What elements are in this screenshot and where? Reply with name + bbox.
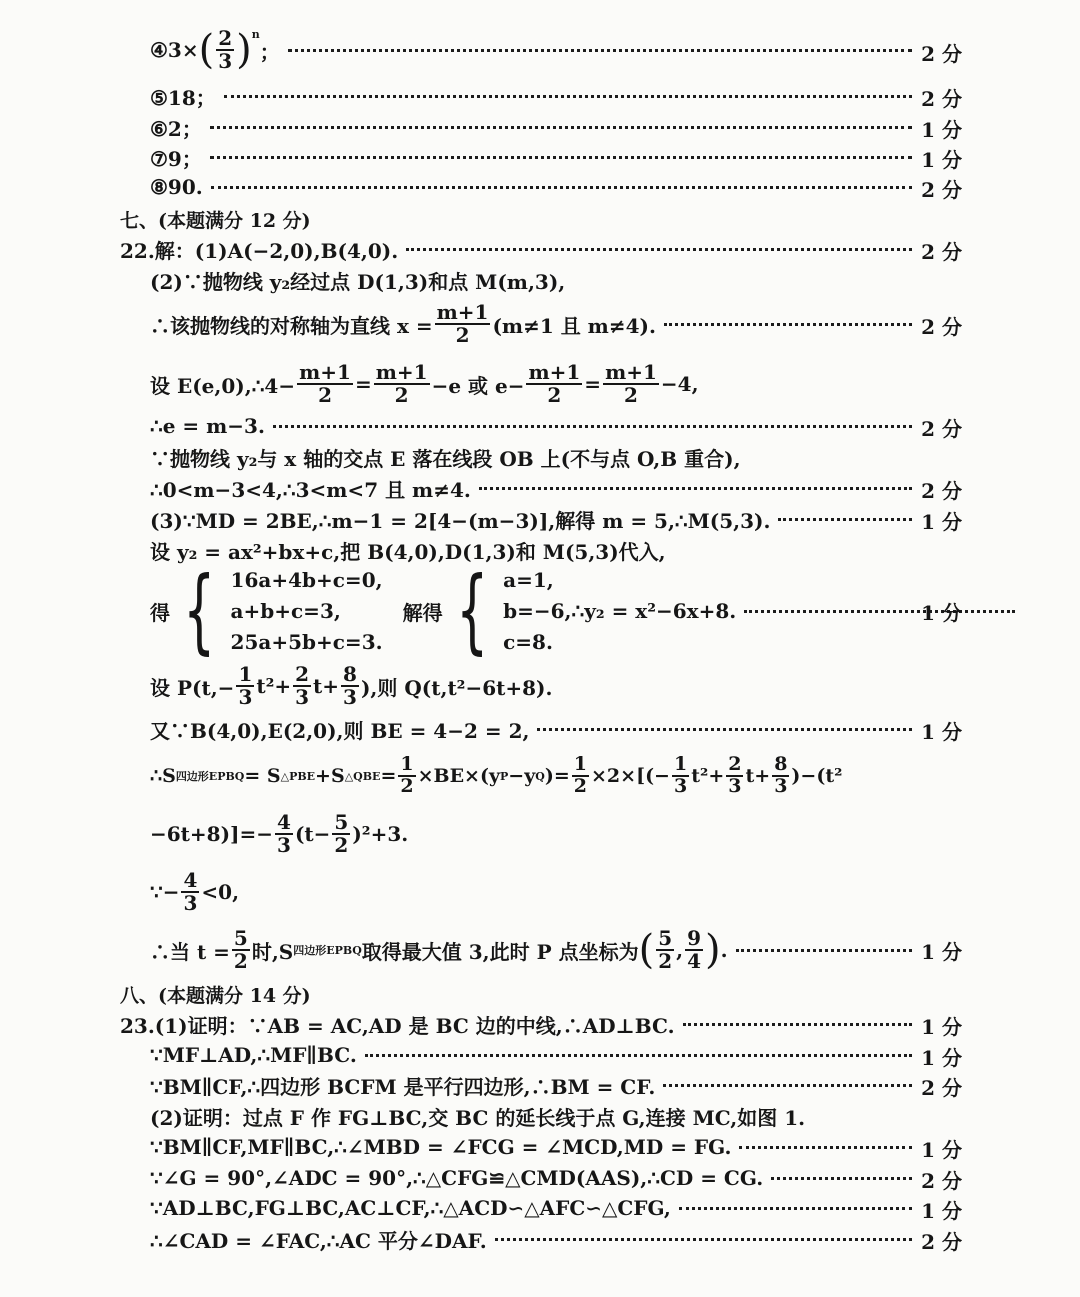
item-text: ),则 Q(t,t²−6t+8). <box>360 675 553 700</box>
dot-leader <box>739 1146 912 1149</box>
score: 2 分 <box>921 42 962 66</box>
fraction <box>216 28 234 72</box>
item-text: )²+3. <box>352 822 409 846</box>
item-text: . <box>720 938 728 962</box>
equation: a+b+c=3, <box>230 598 341 623</box>
denominator: 3 <box>295 685 310 709</box>
solution-line <box>150 1225 920 1253</box>
dot-leader <box>210 156 912 159</box>
item-text: ∴0<m−3<4,∴3<m<7 且 m≠4. <box>150 477 471 502</box>
item-text: ∵− <box>150 880 180 904</box>
solution-line <box>150 1133 920 1161</box>
dot-leader <box>211 186 912 189</box>
left-paren: ( <box>198 27 215 73</box>
item-text: ⑤18； <box>150 85 216 110</box>
numerator: 9 <box>687 926 702 950</box>
numerator: 5 <box>233 926 248 950</box>
score: 1 分 <box>921 510 962 534</box>
item-text: 23.(1)证明：∵AB = AC,AD 是 BC 边的中线,∴AD⊥BC. <box>120 1013 675 1038</box>
answer-item-5 <box>150 82 920 110</box>
denominator: 3 <box>673 775 688 797</box>
fraction <box>275 812 293 856</box>
fraction <box>656 928 674 972</box>
numerator: m+1 <box>605 360 657 384</box>
subscript: Q <box>535 769 545 783</box>
dot-leader <box>224 95 912 98</box>
section-heading-7: 七、(本题满分 12 分) <box>120 209 311 232</box>
numerator: 2 <box>295 662 310 686</box>
solution-line <box>150 412 920 440</box>
numerator: 1 <box>238 662 253 686</box>
answer-item-7 <box>150 143 920 171</box>
score: 2 分 <box>921 1076 962 1100</box>
item-text: ∴S <box>150 765 176 787</box>
fraction <box>398 755 415 797</box>
item-text: = <box>584 372 602 396</box>
item-text: 设 P(t,− <box>150 675 235 700</box>
numerator: 1 <box>400 753 414 776</box>
equation: c=8. <box>503 629 553 654</box>
score: 1 分 <box>921 940 962 964</box>
denominator: 2 <box>624 383 638 407</box>
answer-item-6 <box>150 113 920 141</box>
section-heading-8: 八、(本题满分 14 分) <box>120 984 311 1007</box>
exponent: n <box>251 28 260 41</box>
solution-line <box>120 235 920 263</box>
denominator: 3 <box>728 775 742 797</box>
item-text: 取得最大值 3,此时 P 点坐标为 <box>361 939 639 964</box>
solution-line <box>150 298 920 350</box>
item-text: ∴∠CAD = ∠FAC,∴AC 平分∠DAF. <box>150 1228 487 1253</box>
denominator: 4 <box>687 949 702 973</box>
solution-line <box>150 1071 920 1099</box>
solution-line <box>150 808 408 860</box>
denominator: 2 <box>318 383 332 407</box>
score: 1 分 <box>921 1138 962 1162</box>
numerator: 1 <box>673 753 688 776</box>
denominator: 2 <box>455 323 470 347</box>
dot-leader <box>479 487 912 490</box>
score: 1 分 <box>921 148 962 172</box>
dot-leader <box>664 323 912 326</box>
score: 2 分 <box>921 1169 962 1193</box>
denominator: 2 <box>573 775 588 797</box>
score: 1 分 <box>921 601 962 625</box>
solution-line <box>150 866 239 918</box>
item-text: ∵BM∥CF,MF∥BC,∴∠MBD = ∠FCG = ∠MCD,MD = FG. <box>150 1135 732 1159</box>
dot-leader <box>663 1084 912 1087</box>
item-text: 又∵B(4,0),E(2,0),则 BE = 4−2 = 2, <box>150 718 530 743</box>
right-paren: ) <box>705 927 721 973</box>
subscript: △QBE <box>344 769 381 783</box>
dot-leader <box>771 1177 912 1180</box>
fraction <box>293 664 311 708</box>
score: 2 分 <box>921 178 962 202</box>
item-text: ×BE×(y <box>417 765 501 787</box>
item-text: 得 <box>150 600 170 625</box>
solution-line <box>150 474 920 502</box>
dot-leader <box>210 126 912 129</box>
solution-line <box>150 750 842 802</box>
solution-line <box>150 358 699 410</box>
dot-leader <box>495 1238 912 1241</box>
item-text: = <box>380 765 397 787</box>
dot-leader <box>778 518 912 521</box>
item-text: = <box>354 372 372 396</box>
fraction <box>341 664 359 708</box>
score: 1 分 <box>921 720 962 744</box>
fraction <box>572 755 589 797</box>
fraction <box>526 362 582 406</box>
numerator: 8 <box>343 662 357 686</box>
item-text: −4, <box>660 372 699 396</box>
equation: 25a+5b+c=3. <box>230 629 383 654</box>
denominator: 3 <box>218 49 233 73</box>
score: 1 分 <box>921 1199 962 1223</box>
fraction <box>726 755 743 797</box>
answer-item-8 <box>150 173 920 201</box>
dot-leader <box>744 610 1015 613</box>
fraction <box>236 664 254 708</box>
item-text: )−(t² <box>791 765 843 787</box>
fraction <box>672 755 689 797</box>
numerator: 5 <box>658 926 673 950</box>
denominator: 2 <box>334 833 349 857</box>
fraction <box>685 928 703 972</box>
fraction <box>332 812 350 856</box>
solution-line: ∵抛物线 y₂与 x 轴的交点 E 落在线段 OB 上(不与点 O,B 重合), <box>150 446 741 471</box>
denominator: 2 <box>394 383 409 407</box>
item-text: (m≠1 且 m≠4). <box>492 313 656 338</box>
item-text: 解得 <box>402 600 443 625</box>
solution-line: 设 y₂ = ax²+bx+c,把 B(4,0),D(1,3)和 M(5,3)代入, <box>150 539 666 564</box>
score: 2 分 <box>921 87 962 111</box>
solution-line <box>150 1194 920 1222</box>
fraction <box>297 362 353 406</box>
item-text: ×2×[(− <box>591 765 670 787</box>
dot-leader <box>288 49 912 52</box>
denominator: 2 <box>400 775 414 797</box>
item-text: ⑥2； <box>150 116 202 141</box>
numerator: m+1 <box>299 360 351 384</box>
solution-line: (2)证明：过点 F 作 FG⊥BC,交 BC 的延长线于点 G,连接 MC,如图 1. <box>150 1105 806 1130</box>
solution-line <box>150 922 920 978</box>
fraction <box>435 302 491 346</box>
denominator: 3 <box>183 891 198 915</box>
solution-line <box>150 1164 920 1192</box>
denominator: 2 <box>658 949 673 973</box>
score: 2 分 <box>921 479 962 503</box>
score: 1 分 <box>921 118 962 142</box>
item-text: t+ <box>745 765 771 787</box>
equation: b=−6,∴y₂ = x²−6x+8. <box>503 598 737 623</box>
item-text: ； <box>259 39 280 64</box>
dot-leader <box>683 1023 912 1026</box>
dot-leader <box>273 425 912 428</box>
dot-leader <box>679 1207 912 1210</box>
fraction <box>772 755 789 797</box>
solution-line <box>150 660 552 712</box>
dot-leader <box>537 728 912 731</box>
numerator: 1 <box>573 753 588 776</box>
item-text: ∴该抛物线的对称轴为直线 x = <box>150 313 433 338</box>
numerator: 8 <box>774 753 788 776</box>
denominator: 3 <box>774 775 788 797</box>
numerator: 2 <box>218 26 233 50</box>
denominator: 2 <box>233 949 248 973</box>
item-text: 22.解：(1)A(−2,0),B(4,0). <box>120 238 399 263</box>
score: 2 分 <box>921 315 962 339</box>
item-text: = S <box>244 765 281 787</box>
item-text: ④3× <box>150 38 199 62</box>
dot-leader <box>736 949 912 952</box>
item-text: 时,S <box>251 939 294 964</box>
score: 1 分 <box>921 1046 962 1070</box>
fraction <box>232 928 250 972</box>
item-text: (3)∵MD = 2BE,∴m−1 = 2[4−(m−3)],解得 m = 5,∴M(5,3). <box>150 508 771 533</box>
numerator: m+1 <box>375 360 428 384</box>
solution-line <box>150 1041 920 1069</box>
numerator: 5 <box>334 810 349 834</box>
item-text: t²+ <box>256 674 292 698</box>
numerator: m+1 <box>436 300 489 324</box>
solution-line <box>150 505 920 533</box>
item-text: ∵∠G = 90°,∠ADC = 90°,∴△CFG≌△CMD(AAS),∴CD = CG. <box>150 1166 764 1190</box>
numerator: 4 <box>183 868 198 892</box>
subscript: P <box>500 769 509 783</box>
score: 2 分 <box>921 417 962 441</box>
equation-system-line <box>150 557 920 664</box>
left-paren: ( <box>638 927 655 973</box>
denominator: 3 <box>343 685 357 709</box>
numerator: m+1 <box>528 360 581 384</box>
item-text: ∵BM∥CF,∴四边形 BCFM 是平行四边形,∴BM = CF. <box>150 1074 656 1099</box>
item-text: , <box>676 938 684 962</box>
denominator: 3 <box>238 685 253 709</box>
item-text: t²+ <box>691 765 725 787</box>
item-text: +S <box>315 765 345 787</box>
equation-system <box>231 565 383 658</box>
item-text: t+ <box>313 674 340 698</box>
item-text: ∵MF⊥AD,∴MF∥BC. <box>150 1043 357 1067</box>
item-text: 设 E(e,0),∴4− <box>150 373 296 398</box>
numerator: 4 <box>277 810 291 834</box>
item-text: −6t+8)]=− <box>150 822 274 846</box>
item-text: ∵AD⊥BC,FG⊥BC,AC⊥CF,∴△ACD∽△AFC∽△CFG, <box>150 1196 671 1220</box>
score: 2 分 <box>921 1230 962 1254</box>
solution-line <box>120 1010 920 1038</box>
solution-line <box>150 715 920 743</box>
dot-leader <box>406 248 912 251</box>
denominator: 2 <box>547 383 562 407</box>
left-brace: { <box>183 557 216 664</box>
item-text: −e 或 e− <box>431 373 525 398</box>
right-paren: ) <box>236 27 252 73</box>
item-text: ⑦9； <box>150 146 202 171</box>
fraction <box>603 362 659 406</box>
numerator: 2 <box>728 753 742 776</box>
item-text: ∴当 t = <box>150 939 230 964</box>
score: 1 分 <box>921 1015 962 1039</box>
equation: 16a+4b+c=0, <box>230 567 383 592</box>
denominator: 3 <box>277 833 291 857</box>
fraction <box>374 362 430 406</box>
equation: a=1, <box>503 567 554 592</box>
subscript: 四边形EPBQ <box>293 944 362 957</box>
answer-item-4 <box>150 22 920 78</box>
item-text: ∴e = m−3. <box>150 414 265 438</box>
subscript: 四边形EPBQ <box>175 770 245 783</box>
left-brace: { <box>455 557 488 664</box>
item-text: ⑧90. <box>150 175 203 199</box>
item-text: )= <box>544 765 570 787</box>
subscript: △PBE <box>280 769 316 783</box>
fraction <box>181 870 199 914</box>
item-text: <0, <box>201 880 240 904</box>
score: 2 分 <box>921 240 962 264</box>
dot-leader <box>365 1054 912 1057</box>
solution-line: (2)∵抛物线 y₂经过点 D(1,3)和点 M(m,3), <box>150 269 566 294</box>
item-text: (t− <box>294 822 331 846</box>
item-text: −y <box>508 765 536 787</box>
